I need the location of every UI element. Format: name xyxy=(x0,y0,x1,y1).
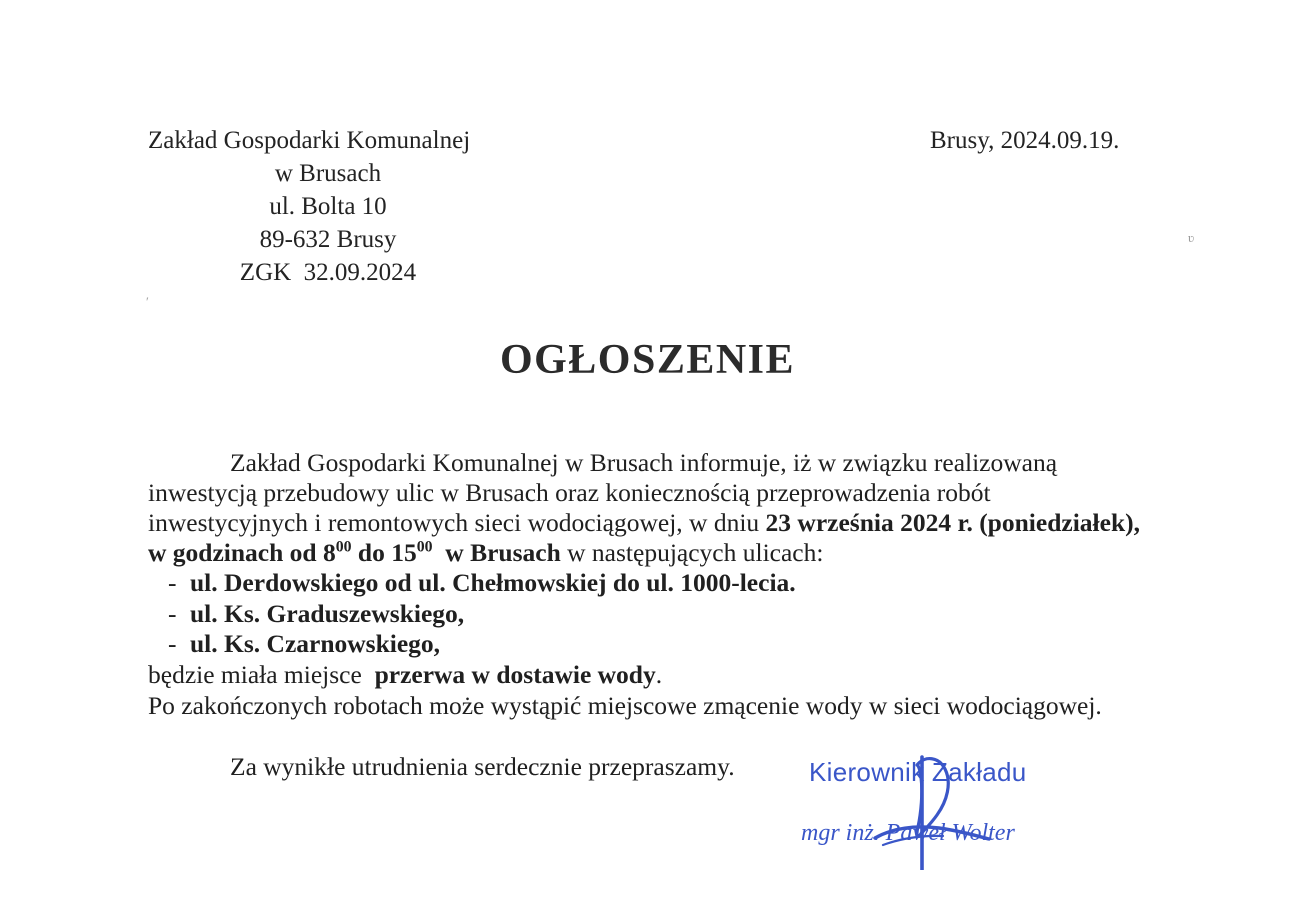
closing-line-1 xyxy=(148,659,1178,690)
letterhead-reference-number: ZGK 32.09.2024 xyxy=(239,259,417,286)
closing-line-1-suffix: . xyxy=(655,660,663,689)
page-title: OGŁOSZENIE xyxy=(499,337,796,383)
body-line-3-text: inwestycyjnych i remontowych sieci wodociągowej, w dniu xyxy=(148,508,766,537)
letterhead-street: ul. Bolta 10 xyxy=(269,193,387,220)
letterhead-organization: Zakład Gospodarki Komunalnej xyxy=(148,127,471,154)
body-line-4-hours-start: w godzinach od 8 xyxy=(148,538,336,567)
list-item xyxy=(148,568,1178,599)
body-paragraph-line-4 xyxy=(148,538,1178,568)
body-paragraph-line-1: Zakład Gospodarki Komunalnej w Brusach informuje, iż w związku realizowaną xyxy=(230,448,1058,477)
street-name: ul. Ks. Czarnowskiego, xyxy=(190,629,441,658)
signature-name: mgr inż. Paweł Wolter xyxy=(801,820,1015,846)
document-date: Brusy, 2024.09.19. xyxy=(930,127,1120,154)
apology-line: Za wynikłe utrudnienia serdecznie przepraszamy. xyxy=(230,752,735,781)
announcement-body xyxy=(148,448,1178,660)
body-line-4-tail: w następujących ulicach: xyxy=(560,538,824,567)
letterhead-postal-code: 89-632 Brusy xyxy=(259,226,397,253)
closing-line-1-prefix: będzie miała miejsce xyxy=(148,660,375,689)
street-name: ul. Ks. Graduszewskiego, xyxy=(190,598,465,628)
closing-block xyxy=(148,659,1178,721)
street-list xyxy=(148,568,1178,660)
street-name: ul. Derdowskiego od ul. Chełmowskiej do ul. 1000-lecia. xyxy=(190,568,796,597)
body-paragraph-line-2: inwestycją przebudowy ulic w Brusach oraz koniecznością przeprowadzenia robót xyxy=(148,478,991,507)
list-item xyxy=(148,629,1178,660)
signature-block xyxy=(795,757,1065,867)
list-bullet-dash: - xyxy=(168,598,177,628)
letterhead xyxy=(148,124,508,289)
closing-line-1-bold: przerwa w dostawie wody xyxy=(374,660,656,689)
scan-artifact-left: ʹ xyxy=(146,294,149,309)
body-line-4-sup-start: 00 xyxy=(335,538,352,556)
signature-title: Kierownik Zakładu xyxy=(809,757,1027,787)
body-line-4-location-bold: w Brusach xyxy=(432,538,561,567)
body-paragraph-line-3 xyxy=(148,508,1178,538)
body-line-4-sup-end: 00 xyxy=(416,538,433,556)
list-bullet-dash: - xyxy=(168,568,177,597)
list-bullet-dash: - xyxy=(168,629,177,658)
scan-artifact-right: ʋ xyxy=(1188,230,1195,245)
closing-line-2: Po zakończonych robotach może wystąpić miejscowe zmącenie wody w sieci wodociągowej. xyxy=(148,691,1102,720)
body-line-4-hours-mid: do 15 xyxy=(351,538,417,567)
list-item xyxy=(148,599,1178,630)
body-line-3-date-bold: 23 września 2024 r. (poniedziałek), xyxy=(765,508,1140,537)
letterhead-city: w Brusach xyxy=(274,160,382,187)
handwritten-signature-icon xyxy=(865,735,1015,870)
